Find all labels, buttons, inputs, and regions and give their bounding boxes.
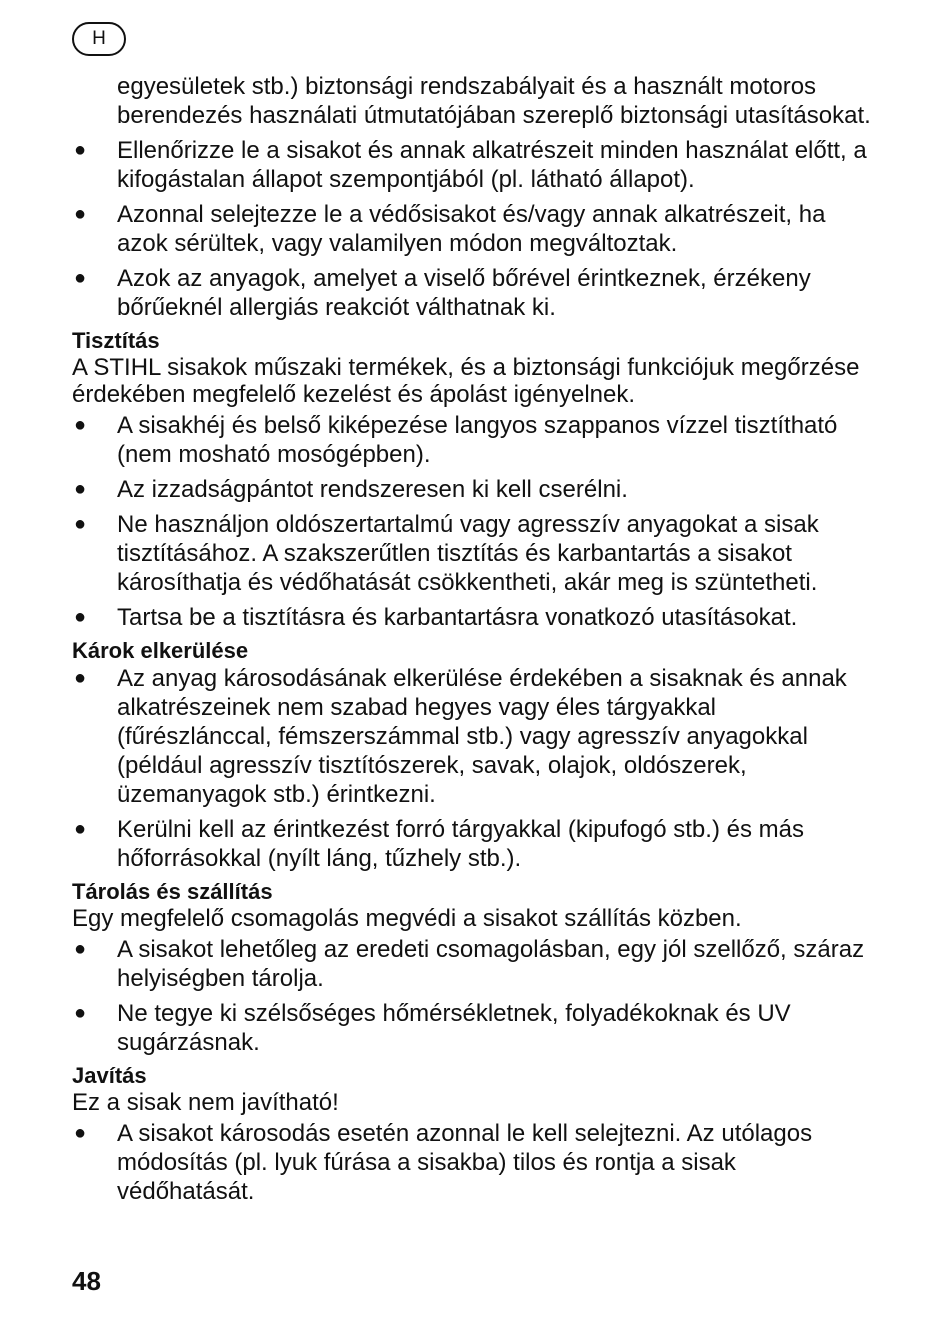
list-item-text: A sisakhéj és belső kiképezése langyos szappanos vízzel tisztítható (nem mosható mosógépben).	[117, 412, 838, 468]
list-item-text: Ne tegye ki szélsőséges hőmérsékletnek, folyadékoknak és UV sugárzásnak.	[117, 1000, 791, 1056]
list-item-text: Kerülni kell az érintkezést forró tárgyakkal (kipufogó stb.) és más hőforrásokkal (nyílt láng, tűzhely stb.).	[117, 816, 804, 872]
section-paragraph-storage: Egy megfelelő csomagolás megvédi a sisakot szállítás közben.	[72, 905, 742, 932]
bullet-icon: ●	[74, 818, 87, 840]
bullet-icon: ●	[74, 606, 87, 628]
list-item	[72, 603, 872, 632]
bullet-icon: ●	[74, 203, 87, 225]
bullet-icon: ●	[74, 414, 87, 436]
continuation-paragraph: egyesületek stb.) biztonsági rendszabályait és a használt motoros berendezés használati útmutatójában szereplő biztonsági utasításokat.	[117, 73, 871, 129]
section-paragraph-repair: Ez a sisak nem javítható!	[72, 1089, 339, 1116]
document-body	[72, 72, 872, 1212]
bullet-icon: ●	[74, 478, 87, 500]
list-item-text: Ellenőrizze le a sisakot és annak alkatrészeit minden használat előtt, a kifogástalan állapot szempontjából (pl. látható állapot).	[117, 137, 867, 193]
language-badge: H	[72, 22, 126, 56]
page-number: 48	[72, 1266, 101, 1296]
list-item	[72, 935, 872, 993]
bullet-icon: ●	[74, 1002, 87, 1024]
list-item	[72, 510, 872, 597]
list-item-text: Azok az anyagok, amelyet a viselő bőrével érintkeznek, érzékeny bőrűeknél allergiás reakciót válthatnak ki.	[117, 265, 811, 321]
list-item	[72, 264, 872, 322]
list-item-text: Tartsa be a tisztításra és karbantartásra vonatkozó utasításokat.	[117, 604, 798, 631]
list-item-text: Az izzadságpántot rendszeresen ki kell cserélni.	[117, 476, 628, 503]
list-item	[72, 200, 872, 258]
section-heading-cleaning: Tisztítás	[72, 328, 160, 353]
bullet-icon: ●	[74, 267, 87, 289]
section-heading-storage: Tárolás és szállítás	[72, 879, 273, 904]
bullet-icon: ●	[74, 513, 87, 535]
list-item	[72, 664, 872, 809]
list-item-text: A sisakot károsodás esetén azonnal le kell selejtezni. Az utólagos módosítás (pl. lyuk fúrása a sisakba) tilos és rontja a sisak védőhatását.	[117, 1120, 813, 1205]
list-item-text: A sisakot lehetőleg az eredeti csomagolásban, egy jól szellőző, száraz helyiségben tárolja.	[117, 936, 865, 992]
section-heading-damage: Károk elkerülése	[72, 638, 249, 663]
list-item	[72, 999, 872, 1057]
bullet-icon: ●	[74, 139, 87, 161]
list-item	[72, 475, 872, 504]
bullet-icon: ●	[74, 667, 87, 689]
list-item-text: Azonnal selejtezze le a védősisakot és/vagy annak alkatrészeit, ha azok sérültek, vagy valamilyen módon megváltoztak.	[117, 201, 826, 257]
list-item	[72, 1119, 872, 1206]
list-item	[72, 815, 872, 873]
bullet-icon: ●	[74, 1122, 87, 1144]
section-paragraph-cleaning: A STIHL sisakok műszaki termékek, és a biztonsági funkciójuk megőrzése érdekében megfelelő kezelést és ápolást igényelnek.	[72, 354, 860, 408]
bullet-icon: ●	[74, 938, 87, 960]
list-item	[72, 136, 872, 194]
list-item	[72, 411, 872, 469]
section-heading-repair: Javítás	[72, 1063, 147, 1088]
list-item-text: Az anyag károsodásának elkerülése érdekében a sisaknak és annak alkatrészeinek nem szabad hegyes vagy éles tárgyakkal (fűrészlánccal, fémszerszámmal stb.) vagy agresszív anyagokkal (például agresszív tisztítószerek, savak, olajok, oldószerek, üzemanyagok stb.) érintkezni.	[117, 665, 847, 808]
list-item-text: Ne használjon oldószertartalmú vagy agresszív anyagokat a sisak tisztításához. A szakszerűtlen tisztítás és karbantartás a sisakot károsíthatja és védőhatását csökkentheti, akár meg is szüntetheti.	[117, 511, 819, 596]
